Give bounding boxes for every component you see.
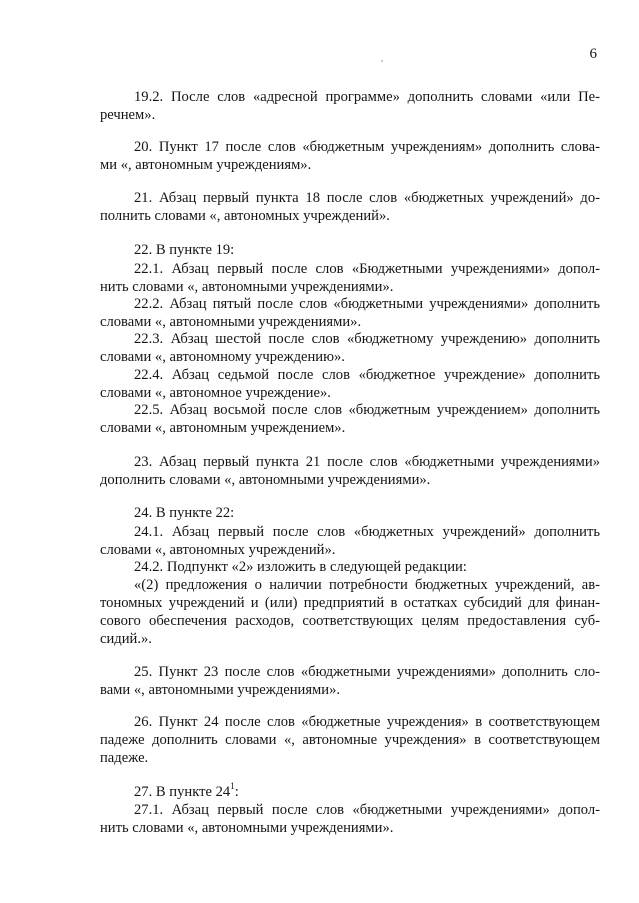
text-line: сидий.». [100,631,152,647]
text-fragment: 27. В пункте 24 [134,784,231,800]
text-line: 22. В пункте 19: [134,242,235,258]
text-line: словами «, автономным учреждением». [100,420,346,436]
text-line: 27.1. Абзац первый после слов «бюджетными учреждениями» допол- [134,802,600,818]
text-line: нить словами «, автономными учреждениями». [100,820,394,836]
text-line: «(2) предложения о наличии потребности бюджетных учреждений, ав- [134,577,600,593]
text-line: 24. В пункте 22: [134,505,235,521]
text-line: полнить словами «, автономных учреждений». [100,208,390,224]
text-line: словами «, автономными учреждениями». [100,314,362,330]
page-number: 6 [589,46,597,62]
text-line [134,783,239,801]
text-line: словами «, автономное учреждение». [100,385,331,401]
text-line: нить словами «, автономными учреждениями». [100,279,394,295]
text-line: 22.3. Абзац шестой после слов «бюджетному учреждению» дополнить [134,331,600,347]
scan-speck [381,60,383,62]
text-line: сового обеспечения расходов, соответствующих целям предоставления суб- [100,613,600,629]
text-line: 22.2. Абзац пятый после слов «бюджетными учреждениями» дополнить [134,296,600,312]
text-line: словами «, автономных учреждений». [100,542,336,558]
text-line: 19.2. После слов «адресной программе» дополнить словами «или Пе- [134,89,600,105]
text-line: ми «, автономным учреждениям». [100,157,312,173]
superscript: 1 [230,781,235,792]
text-line: дополнить словами «, автономными учреждениями». [100,472,431,488]
text-line: падеже. [100,750,149,766]
text-line: 26. Пункт 24 после слов «бюджетные учреждения» в соответствующем [134,714,600,730]
text-line: вами «, автономными учреждениями». [100,682,341,698]
text-line: 24.2. Подпункт «2» изложить в следующей редакции: [134,559,467,575]
text-line: 22.4. Абзац седьмой после слов «бюджетное учреждение» дополнить [134,367,600,383]
text-line: 21. Абзац первый пункта 18 после слов «бюджетных учреждений» до- [134,190,600,206]
text-line: 22.5. Абзац восьмой после слов «бюджетным учреждением» дополнить [134,402,600,418]
text-line: 20. Пункт 17 после слов «бюджетным учреждениям» дополнить слова- [134,139,600,155]
text-line: падеже дополнить словами «, автономные учреждения» в соответствующем [100,732,600,748]
text-line: 23. Абзац первый пункта 21 после слов «бюджетными учреждениями» [134,454,600,470]
text-line: словами «, автономному учреждению». [100,349,345,365]
text-fragment: : [234,784,239,800]
text-line: 25. Пункт 23 после слов «бюджетными учреждениями» дополнить сло- [134,664,600,680]
text-line: речнем». [100,107,156,123]
text-line: 22.1. Абзац первый после слов «Бюджетными учреждениями» допол- [134,261,600,277]
text-line: 24.1. Абзац первый после слов «бюджетных учреждений» дополнить [134,524,600,540]
text-line: тономных учреждений и (или) предприятий в остатках субсидий для финан- [100,595,600,611]
